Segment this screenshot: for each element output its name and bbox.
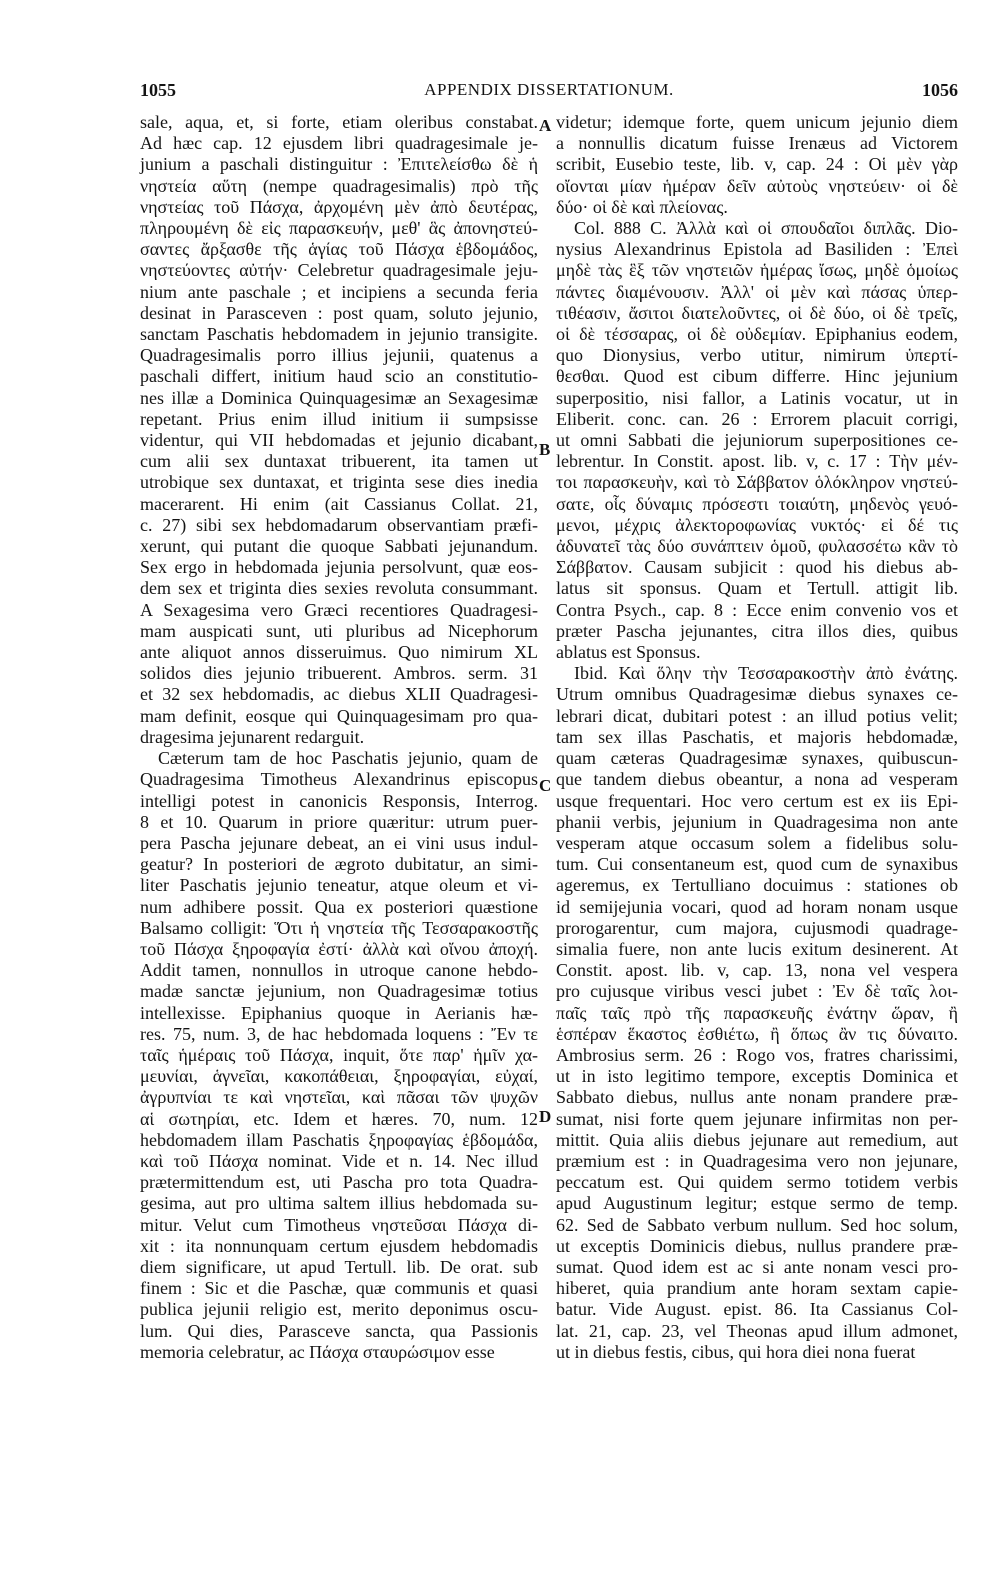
left-column-line: diem significare, ut apud Tertull. lib. De orat. sub	[140, 1256, 538, 1277]
left-column-line: liter Paschatis jejunio teneatur, atque oleum et vi-	[140, 875, 538, 896]
right-column-line: superpositio, nisi fallor, a Latinis vocatur, ut in	[556, 387, 958, 408]
right-column-line: παῖς ταῖς πρὸ τῆς παρασκευῆς ἐνάτην ὥραν, ἢ	[556, 1002, 958, 1023]
right-column-line: simalia fuere, non ante lucis exitum desinerent. At	[556, 938, 958, 959]
left-column-line: 8 et 10. Quarum in priore quæritur: utrum puer-	[140, 811, 538, 832]
left-column-line: publica jejunii religio est, merito deponimus oscu-	[140, 1299, 538, 1320]
left-column-line: cum alii sex duntaxat tribuerent, ita tamen ut	[140, 451, 538, 472]
left-column-line: sanctam Paschatis hebdomadem in jejunio transigite.	[140, 324, 538, 345]
page-number-left: 1055	[140, 80, 176, 100]
right-column-line: lat. 21, cap. 23, vel Theonas apud illum admonet,	[556, 1320, 958, 1341]
right-column-line: tam sex illas Paschatis, et majoris hebdomadæ,	[556, 726, 958, 747]
left-column-line: mam definit, eosque qui Quinquagesimam pro qua-	[140, 705, 538, 726]
left-column-line: res. 75, num. 3, de hac hebdomada loquens : Ἔν τε	[140, 1023, 538, 1044]
left-column-line: μευνίαι, ἁγνεῖαι, κακοπάθειαι, ξηροφαγίαι, εὐχαί,	[140, 1066, 538, 1087]
left-column-line: madæ sanctæ jejunium, non Quadragesimæ totius	[140, 981, 538, 1002]
right-column-line: tum. Cui consentaneum est, quod cum de synaxibus	[556, 854, 958, 875]
left-column-line: nes illæ a Dominica Quinquagesimæ an Sexagesimæ	[140, 387, 538, 408]
right-column-line: Utrum omnibus Quadragesimæ diebus synaxes ce-	[556, 684, 958, 705]
left-column-line: αἱ σωτηρίαι, etc. Idem et hæres. 70, num. 12	[140, 1108, 538, 1129]
right-column-line: ἑσπέραν ἕκαστος ἐσθιέτω, ἢ ὅπως ἂν τις δύναιτο.	[556, 1023, 958, 1044]
left-column-line: dragesima jejunarent redarguit.	[140, 726, 365, 747]
right-column-line: μενοι, μέχρις ἀλεκτοροφωνίας νυκτός· εἰ δέ τις	[556, 514, 958, 535]
left-column-line: hebdomadem illam Paschatis ξηροφαγίας ἑβδομάδα,	[140, 1129, 538, 1150]
left-column-line: mitur. Velut cum Timotheus νηστεῦσαι Πάσχα di-	[140, 1214, 538, 1235]
left-column-line: lum. Qui dies, Parasceve sancta, qua Passionis	[140, 1320, 538, 1341]
right-column-line: ageremus, ex Tertulliano docuimus : stationes ob	[556, 875, 958, 896]
left-column-line: πληρουμένη δὲ εἰς παρασκευήν, μεθ' ἃς ἀπονηστεύ-	[140, 218, 538, 239]
right-column-line: οἱ δὲ τέσσαρας, οἱ δὲ οὐδεμίαν. Epiphanius eodem,	[556, 324, 958, 345]
right-column-line: lebrentur. In Constit. apost. lib. v, c. 17 : Τὴν μέν-	[556, 451, 958, 472]
right-column-line: σατε, οἷς δύναμις πρόσεστι τοιαύτη, μηδενὸς γευό-	[556, 493, 958, 514]
right-column-line: Col. 888 C. Ἀλλὰ καὶ οἱ σπουδαῖοι διπλᾶς. Dio-	[574, 218, 958, 239]
left-column-line: xerunt, qui putant die quoque Sabbati jejunandum.	[140, 536, 538, 557]
left-column	[140, 112, 538, 1363]
right-column-line: usque frequentari. Hoc vero certum est ex iis Epi-	[556, 790, 958, 811]
left-column-line: σαντες ἄρξασθε τῆς ἁγίας τοῦ Πάσχα ἑβδομάδος,	[140, 239, 538, 260]
right-column-line: prorogarentur, cum majora, cujusmodi quadrage-	[556, 917, 958, 938]
left-column-line: νηστεύοντες αὐτήν· Celebretur quadragesimale jeju-	[140, 260, 538, 281]
margin-marker-c: C	[539, 776, 552, 795]
right-column-line: lebrari dicat, dubitari potest : an illud potius velit;	[556, 705, 958, 726]
right-column-line: videtur; idemque forte, quem unicum jejunio diem	[556, 112, 958, 132]
left-column-line: Quadragesima Timotheus Alexandrinus episcopus	[140, 769, 538, 790]
left-column-line: gesima, aut pro ultima saltem illius hebdomada su-	[140, 1193, 538, 1214]
left-column-line: τοῦ Πάσχα ξηροφαγία ἐστί· ἀλλὰ καὶ οἴνου ἀποχή.	[140, 938, 538, 959]
right-column-line: id semijejunia vocari, quod ad horam nonam usque	[556, 896, 958, 917]
right-column-line: Ibid. Καὶ ὅλην τὴν Τεσσαρακοστὴν ἀπὸ ἐνάτης.	[574, 663, 958, 684]
left-column-line: intelligi potest in canonicis Responsis, Interrog.	[140, 790, 538, 811]
right-column-line: Ambrosius serm. 26 : Rogo vos, fratres charissimi,	[556, 1044, 958, 1065]
left-column-line: desinat in Parasceven : post quam, soluto jejunio,	[140, 302, 538, 323]
right-column-line: latus sit sponsus. Quam et Tertull. attigit lib.	[556, 578, 958, 599]
right-column-line: præmium est : in Quadragesima vero non jejunare,	[556, 1150, 958, 1171]
left-column-line: intellexisse. Epiphanius quoque in Aerianis hæ-	[140, 1002, 538, 1023]
left-column-line: et 32 sex hebdomadis, ac diebus XLII Quadragesi-	[140, 684, 538, 705]
right-column-line: ut in diebus festis, cibus, qui hora diei nona fuerat	[556, 1341, 916, 1362]
right-column-line: τοι παρασκευὴν, καὶ τὸ Σάββατον ὁλόκληρον νηστεύ-	[556, 472, 958, 493]
page-number-right: 1056	[922, 80, 958, 100]
right-column-line: ut omni Sabbati die jejuniorum superpositiones ce-	[556, 430, 958, 451]
left-column-line: A Sexagesima vero Græci recentiores Quadragesi-	[140, 599, 538, 620]
right-column-line: pro cujusque viribus vesci jubet : Ἐν δὲ ταῖς λοι-	[556, 981, 958, 1002]
left-column-line: Balsamo colligit: Ὅτι ἡ νηστεία τῆς Τεσσαρακοστῆς	[140, 917, 538, 938]
right-column	[556, 112, 958, 1363]
right-column-line: οἴονται μίαν ἡμέραν δεῖν αὐτοὺς νηστεύειν· οἱ δὲ	[556, 175, 958, 196]
right-column-line: Constit. apost. lib. v, cap. 13, nona vel vespera	[556, 960, 958, 981]
right-column-line: Contra Psych., cap. 8 : Ecce enim convenio vos et	[556, 599, 958, 620]
right-column-line: ut exceptis Dominicis diebus, nullus prandere præ-	[556, 1235, 958, 1256]
right-column-line: que tandem diebus obeantur, a nona ad vesperam	[556, 769, 958, 790]
margin-marker-d: D	[539, 1107, 552, 1126]
right-column-line: θεσθαι. Quod est cibum differre. Hinc jejunium	[556, 366, 958, 387]
right-column-line: præter Pascha jejunantes, citra illos dies, quibus	[556, 620, 958, 641]
right-column-line: ablatus est Sponsus.	[556, 642, 701, 663]
running-header	[140, 80, 958, 104]
right-column-line: nysius Alexandrinus Epistola ad Basiliden : Ἐπεὶ	[556, 239, 958, 260]
right-column-line: Eliberit. conc. can. 26 : Errorem placuit corrigi,	[556, 408, 958, 429]
right-column-line: ut in isto legitimo tempore, exceptis Dominica et	[556, 1066, 958, 1087]
left-column-line: Addit tamen, nonnullos in utroque canone hebdo-	[140, 960, 538, 981]
right-column-line: Σάββατον. Causam subjicit : quod his diebus ab-	[556, 557, 958, 578]
running-title: APPENDIX DISSERTATIONUM.	[424, 80, 674, 99]
left-column-line: c. 27) sibi sex hebdomadarum observantiam præfi-	[140, 514, 538, 535]
left-column-line: dem sex et triginta dies sexies revoluta consummant.	[140, 578, 538, 599]
right-column-line: μηδὲ τὰς ἓξ τῶν νηστειῶν ἡμέρας ἴσως, μηδὲ ὁμοίως	[556, 260, 958, 281]
right-column-line: mittit. Quia aliis diebus jejunare aut remedium, aut	[556, 1129, 958, 1150]
right-column-line: πάντες διαμένουσιν. Ἀλλ' οἱ μὲν καὶ πάσας ὑπερ-	[556, 281, 958, 302]
right-column-line: 62. Sed de Sabbato verbum nullum. Sed hoc solum,	[556, 1214, 958, 1235]
left-column-line: paschali differt, initium haud scio an constitutio-	[140, 366, 538, 387]
right-column-line: quam cæteras Quadragesimæ synaxes, quibuscun-	[556, 748, 958, 769]
left-column-line: prætermittendum est, uti Pascha pro tota Quadra-	[140, 1172, 538, 1193]
right-column-line: batur. Vide August. epist. 86. Ita Cassianus Col-	[556, 1299, 958, 1320]
right-column-line: quo Dionysius, verbo utitur, nimirum ὑπερτί-	[556, 345, 958, 366]
right-column-line: ἀδυνατεῖ τὰς δύο συνάπτειν ὁμοῦ, φυλασσέτω κἂν τὸ	[556, 536, 958, 557]
left-column-line: solidos dies jejunio tribuerent. Ambros. serm. 31	[140, 663, 538, 684]
right-column-line: Sabbato diebus, nullus ante nonam prandere præ-	[556, 1087, 958, 1108]
left-column-line: memoria celebratur, ac Πάσχα σταυρώσιμον esse	[140, 1341, 495, 1362]
right-column-line: a nonnullis dicatum fuisse Irenæus ad Victorem	[556, 133, 958, 154]
left-column-line: macerarent. Hi enim (ait Cassianus Collat. 21,	[140, 493, 538, 514]
left-column-line: νηστείας τοῦ Πάσχα, ἀρχομένη μὲν ἀπὸ δευτέρας,	[140, 196, 538, 217]
left-column-line: geatur? In posteriori de ægroto dubitatur, an simi-	[140, 854, 538, 875]
margin-marker-a: A	[539, 116, 552, 135]
right-column-line: phanii verbis, jejunium in Quadragesima non ante	[556, 811, 958, 832]
left-column-line: καὶ τοῦ Πάσχα nominat. Vide et n. 14. Nec illud	[140, 1150, 538, 1171]
right-column-line: sumat. Quod idem est ac si ante nonam vesci pro-	[556, 1256, 958, 1277]
left-column-line: Sex ergo in hebdomada jejunia persolvunt, quæ eos-	[140, 557, 538, 578]
right-column-line: scribit, Eusebio teste, lib. v, cap. 24 : Οἱ μὲν γὰρ	[556, 154, 958, 175]
left-column-line: sale, aqua, et, si forte, etiam oleribus constabat.	[140, 112, 538, 132]
right-column-line: hiberet, quia prandium ante horam sextam capie-	[556, 1278, 958, 1299]
right-column-line: τιθέασιν, ἄσιτοι διατελοῦντες, οἱ δὲ δύο, οἱ δὲ τρεῖς,	[556, 302, 958, 323]
left-column-line: junium a paschali distinguitur : Ἐπιτελείσθω δὲ ἡ	[140, 154, 538, 175]
left-column-line: Quadragesimalis porro illius jejunii, quatenus a	[140, 345, 538, 366]
left-column-line: repetant. Prius enim illud initium ii sumpsisse	[140, 408, 538, 429]
right-column-line: peccatum est. Qui quidem sermo totidem verbis	[556, 1172, 958, 1193]
left-column-line: num adhibere possit. Qua ex posteriori quæstione	[140, 896, 538, 917]
left-column-line: nium ante paschale ; et incipiens a secunda feria	[140, 281, 538, 302]
margin-marker-b: B	[539, 440, 551, 459]
left-column-line: pera Pascha jejunare debeat, an ei vini usus indul-	[140, 832, 538, 853]
left-column-line: xit : ita nonnunquam certum ejusdem hebdomadis	[140, 1235, 538, 1256]
left-column-line: ante aliquot annos disseruimus. Quo nimirum XL	[140, 642, 538, 663]
left-column-line: ἀγρυπνίαι τε καὶ νηστεῖαι, καὶ πᾶσαι τῶν ψυχῶν	[140, 1087, 538, 1108]
right-column-line: vesperam atque occasum solem a fidelibus solu-	[556, 832, 958, 853]
left-column-line: utrobique sex duntaxat, et triginta sese dies inedia	[140, 472, 538, 493]
right-column-line: δύο· οἱ δὲ καὶ πλείονας.	[556, 196, 728, 217]
left-column-line: ταῖς ἡμέραις τοῦ Πάσχα, inquit, ὅτε παρ' ἡμῖν χα-	[140, 1044, 538, 1065]
right-column-line: apud Augustinum legitur; estque sermo de temp.	[556, 1193, 958, 1214]
left-column-line: Cæterum tam de hoc Paschatis jejunio, quam de	[158, 748, 538, 769]
left-column-line: νηστεία αὕτη (nempe quadragesimalis) πρὸ τῆς	[140, 175, 538, 196]
left-column-line: Ad hæc cap. 12 ejusdem libri quadragesimale je-	[140, 133, 538, 154]
left-column-line: finem : Sic et die Paschæ, quæ communis et quasi	[140, 1278, 538, 1299]
left-column-line: mam auspicati sunt, uti pluribus ad Nicephorum	[140, 620, 538, 641]
left-column-line: videntur, qui VII hebdomadas et jejunio dicabant,	[140, 430, 538, 451]
right-column-line: sumat, nisi forte quem jejunare infirmitas non per-	[556, 1108, 958, 1129]
